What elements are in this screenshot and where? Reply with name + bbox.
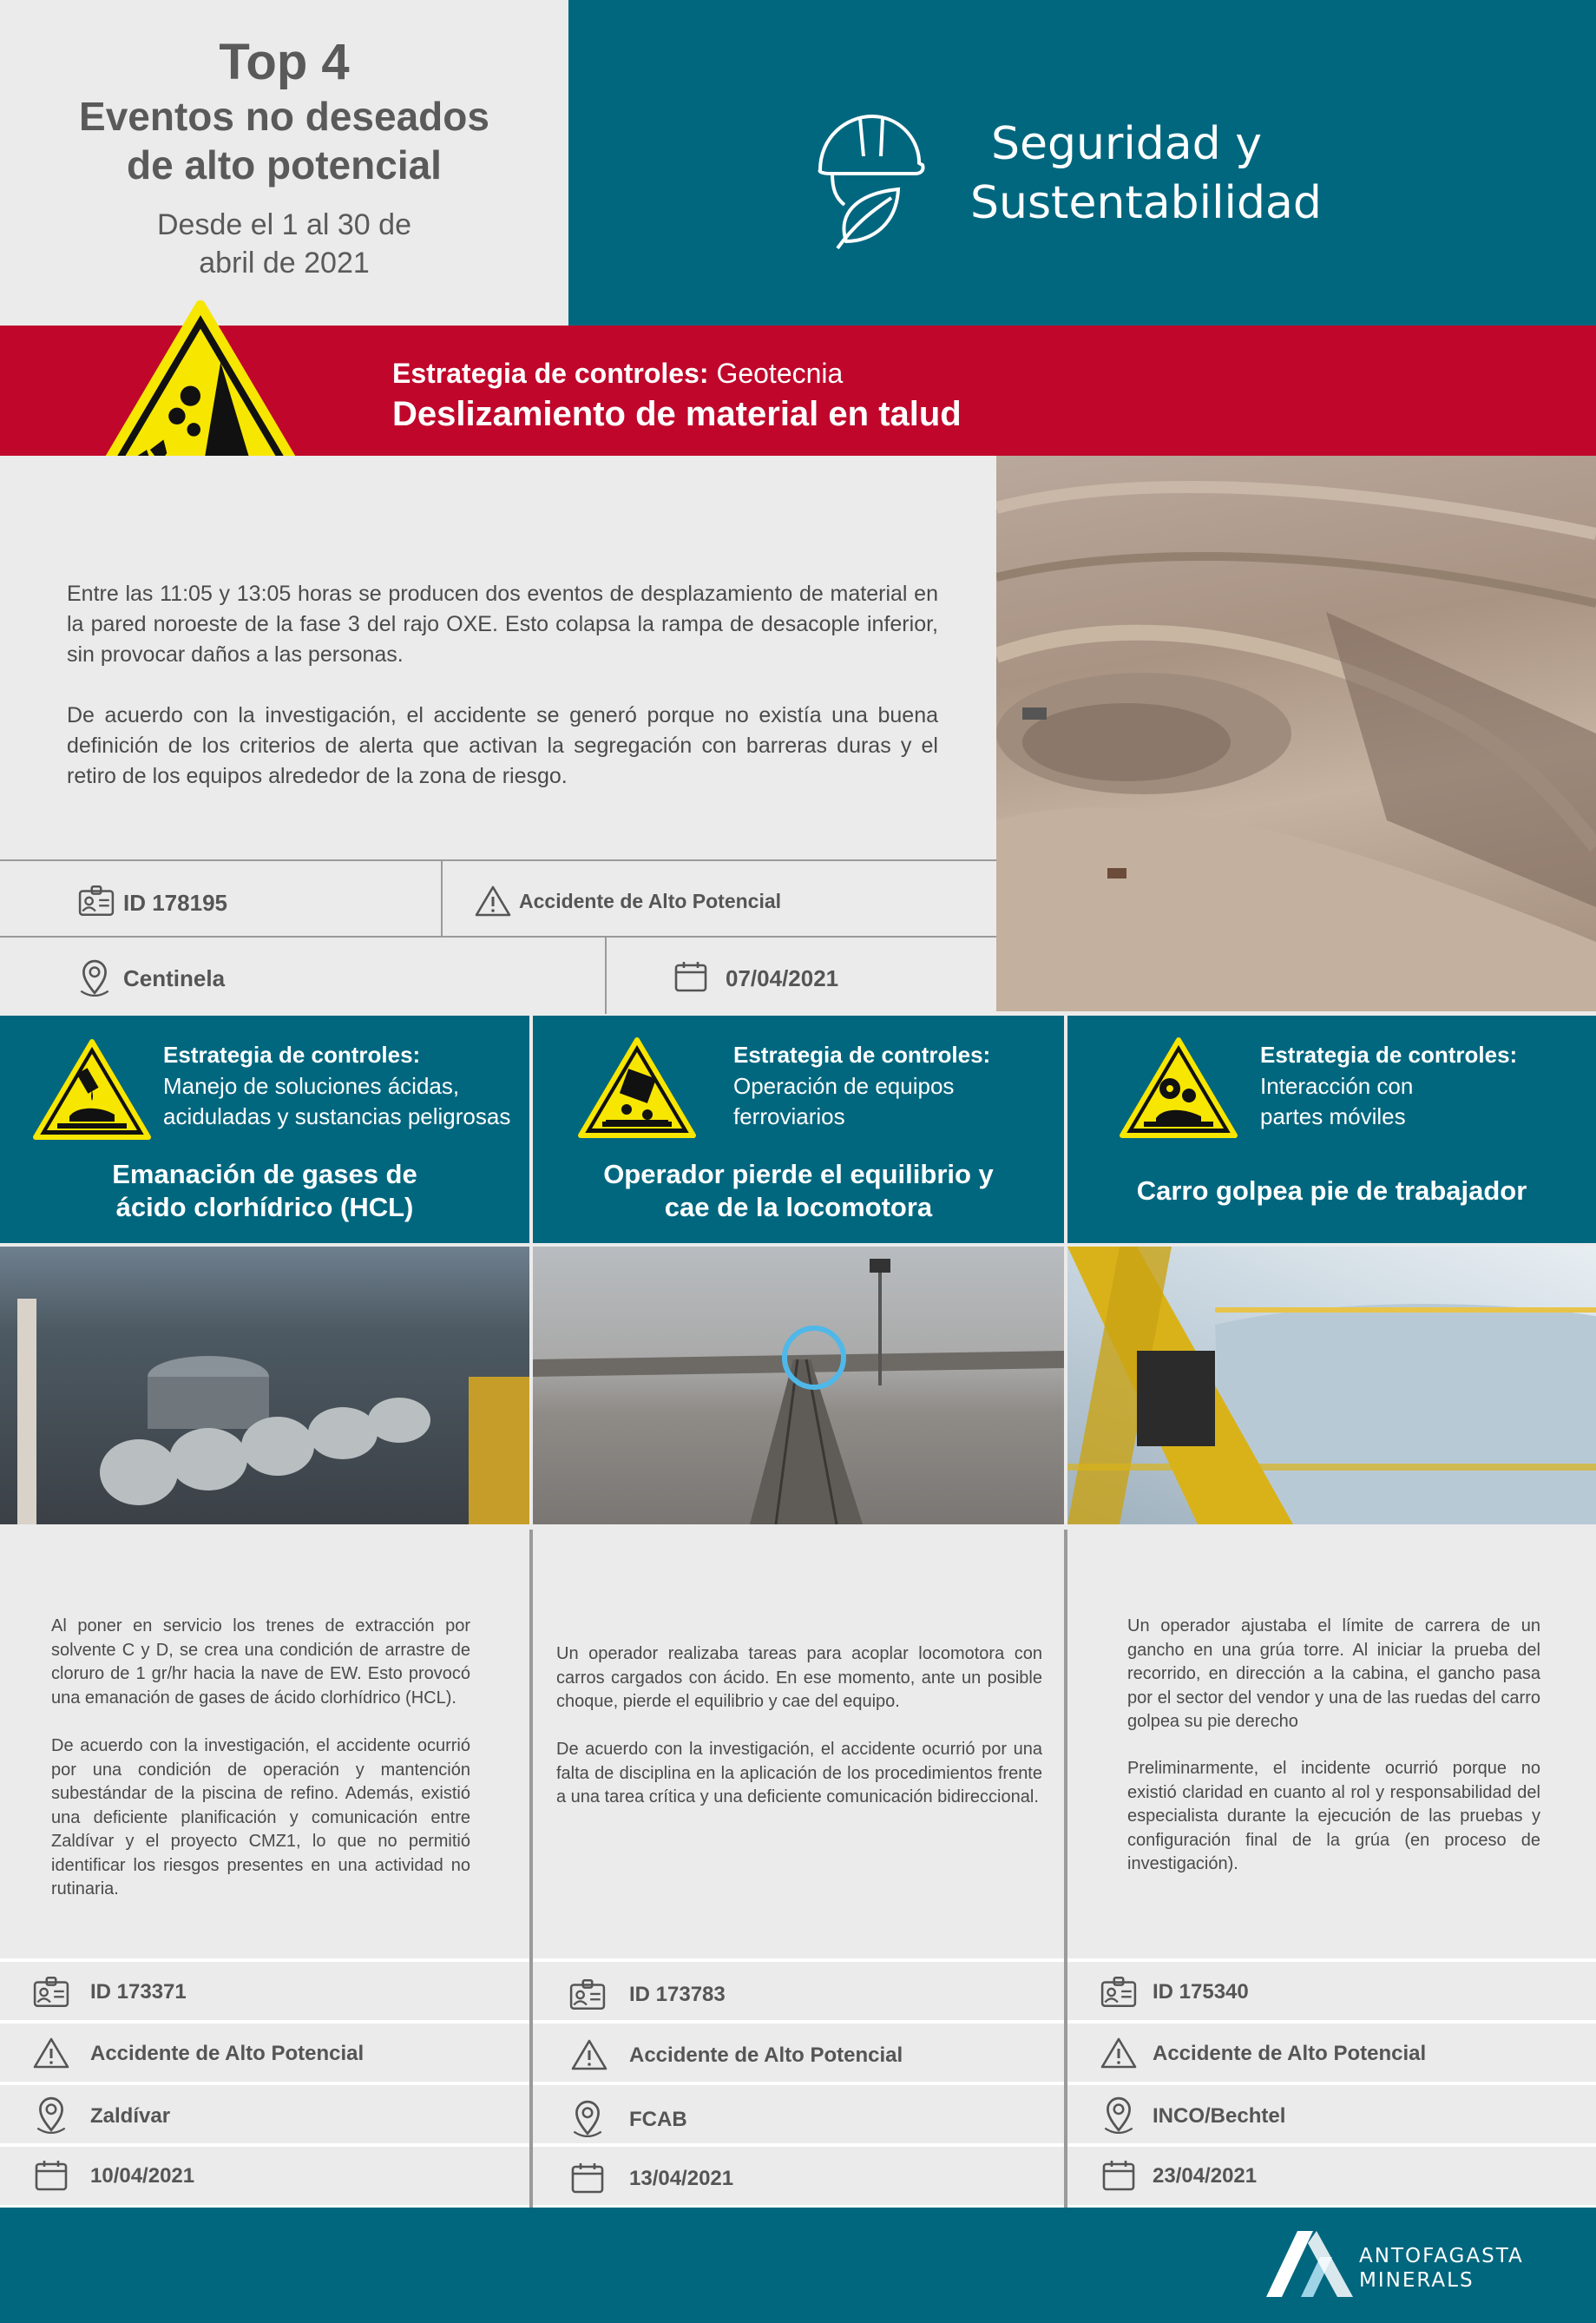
event-1-type: Accidente de Alto Potencial xyxy=(90,2042,365,2065)
event-2-strategy-line-2: ferroviarios xyxy=(733,1103,845,1129)
top-label: Top 4 xyxy=(219,34,350,90)
event-2-strategy-label: Estrategia de controles: xyxy=(733,1042,991,1068)
event-1-title xyxy=(0,1158,529,1224)
location-pin-icon xyxy=(35,2096,68,2134)
event-1-id: ID 173371 xyxy=(90,1980,187,2004)
location-pin-icon xyxy=(78,958,111,997)
event-3-strategy-label: Estrategia de controles: xyxy=(1260,1042,1518,1068)
divider xyxy=(441,859,443,936)
event-2-title-line-2: cae de la locomotora xyxy=(664,1192,933,1222)
event-1-strategy-line-2: aciduladas y sustancias peligrosas xyxy=(163,1103,511,1129)
antofagasta-logo-icon xyxy=(1263,2228,1356,2300)
event-3-id: ID 175340 xyxy=(1153,1980,1249,2004)
brand-title xyxy=(970,115,1322,233)
warning-icon xyxy=(32,2037,70,2070)
event-2-description xyxy=(533,1530,1064,1958)
calendar-icon xyxy=(570,2162,605,2195)
column-divider xyxy=(529,1530,533,2208)
open-pit-photo xyxy=(996,456,1596,1011)
event-1-paragraph-2: De acuerdo con la investigación, el accidente ocurrió por una condición de operación y mantención subestándar de la piscina de refino. Además, existió una deficiente planificación y comunicación entre Zaldívar y el proyecto CMZ1, lo que no permitió identificar los riesgos presentes en una actividad no rutinaria. xyxy=(51,1736,470,1899)
helmet-leaf-icon xyxy=(811,111,929,250)
event-3-paragraph-2: Preliminarmente, el incidente ocurrió porque no existió claridad en cuanto al rol y responsabilidad del especialista durante la ejecución de las pruebas y configuración final de la grúa (en proceso de investigación). xyxy=(1127,1759,1540,1873)
calendar-icon xyxy=(1101,2159,1136,2192)
event-2-strategy-line-1: Operación de equipos xyxy=(733,1073,955,1099)
strategy-value: Geotecnia xyxy=(716,358,844,389)
event-2-id: ID 173783 xyxy=(629,1983,726,2006)
event-2-location-row xyxy=(533,2085,1064,2143)
event-2-type: Accidente de Alto Potencial xyxy=(629,2043,903,2067)
event-3-title-line-1: Carro golpea pie de trabajador xyxy=(1136,1175,1527,1206)
event-2-title xyxy=(533,1158,1064,1224)
main-id: ID 178195 xyxy=(123,890,227,916)
event-1-paragraph-1: Al poner en servicio los trenes de extracción por solvente C y D, se crea una condición de arrastre de cloruro de 1 gr/hr hacia la nave de EW. Esto provocó una emanación de gases de ácido clorhídrico (HCL). xyxy=(51,1616,470,1708)
main-paragraph-1: Entre las 11:05 y 13:05 horas se producen dos eventos de desplazamiento de material en la pared noroeste de la fase 3 del rajo OXE. Esto colapsa la rampa de desacople inferior, sin provocar daños a las personas. xyxy=(67,582,938,667)
event-1-strategy-label: Estrategia de controles: xyxy=(163,1042,421,1068)
event-3-description xyxy=(1067,1530,1596,1958)
warning-icon xyxy=(570,2038,608,2071)
event-2-date: 13/04/2021 xyxy=(629,2167,734,2190)
event-1-date-row xyxy=(0,2147,529,2205)
event-1-id-row xyxy=(0,1962,529,2020)
event-3-title xyxy=(1067,1175,1596,1208)
main-location: Centinela xyxy=(123,965,226,991)
event-3-id-row xyxy=(1067,1962,1596,2020)
location-pin-icon xyxy=(571,2099,604,2137)
strategy-label: Estrategia de controles: xyxy=(392,358,709,389)
event-1-title-line-2: ácido clorhídrico (HCL) xyxy=(115,1192,414,1222)
acid-warning-icon xyxy=(31,1036,153,1144)
location-pin-icon xyxy=(1102,2096,1135,2134)
id-card-icon xyxy=(569,1979,606,2010)
event-3-paragraph-1: Un operador ajustaba el límite de carrera de un gancho en una grúa torre. Al iniciar la prueba del recorrido, en dirección a la cabina, el gancho pasa por el sector del vendor y una de las ruedas del carro golpea su pie derecho xyxy=(1127,1616,1540,1731)
calendar-icon xyxy=(34,2159,69,2192)
main-strategy xyxy=(392,358,843,390)
train-warning-icon xyxy=(576,1035,698,1142)
event-1-strategy-line-1: Manejo de soluciones ácidas, xyxy=(163,1073,460,1099)
date-range-line-1: Desde el 1 al 30 de xyxy=(157,208,411,241)
event-2-location: FCAB xyxy=(629,2108,687,2131)
event-3-location-row xyxy=(1067,2085,1596,2143)
event-3-date-row xyxy=(1067,2147,1596,2205)
brand-line-2: Sustentabilidad xyxy=(970,177,1322,229)
main-event-title: Deslizamiento de material en talud xyxy=(392,395,962,433)
warning-icon xyxy=(1100,2037,1138,2070)
divider xyxy=(605,936,607,1014)
event-1-date: 10/04/2021 xyxy=(90,2164,195,2188)
event-2-photo xyxy=(533,1247,1064,1524)
main-paragraph-2: De acuerdo con la investigación, el accidente se generó porque no existía una buena definición de los criterios de alerta que activan la segregación con barreras duras y el retiro de los equipos alrededor de la zona de riesgo. xyxy=(67,703,938,788)
event-3-strategy-line-1: Interacción con xyxy=(1260,1073,1414,1099)
event-1-photo xyxy=(0,1247,529,1524)
moving-parts-warning-icon xyxy=(1118,1035,1239,1142)
event-1-description xyxy=(0,1530,529,1958)
event-3-date: 23/04/2021 xyxy=(1153,2164,1258,2188)
event-2-title-line-1: Operador pierde el equilibrio y xyxy=(603,1159,994,1189)
title-line-1: Eventos no deseados xyxy=(79,94,489,139)
event-1-location-row xyxy=(0,2085,529,2143)
main-date: 07/04/2021 xyxy=(726,965,839,991)
event-1-location: Zaldívar xyxy=(90,2104,171,2128)
event-3-strategy-line-2: partes móviles xyxy=(1260,1103,1406,1129)
column-divider xyxy=(1064,1530,1067,2208)
calendar-icon xyxy=(673,960,708,993)
warning-icon xyxy=(474,885,512,918)
event-3-photo xyxy=(1067,1247,1596,1524)
id-card-icon xyxy=(78,885,115,917)
header-title-block xyxy=(0,0,568,326)
brand-line-1: Seguridad y xyxy=(991,118,1262,170)
id-card-icon xyxy=(33,1977,69,2008)
footer xyxy=(0,2208,1596,2323)
logo-line-1: ANTOFAGASTA xyxy=(1359,2245,1524,2267)
main-type: Accidente de Alto Potencial xyxy=(519,890,782,912)
title-line-2: de alto potencial xyxy=(127,142,442,188)
id-card-icon xyxy=(1100,1977,1137,2008)
company-logo-text xyxy=(1359,2244,1524,2293)
event-2-id-row xyxy=(533,1962,1064,2020)
main-event-description xyxy=(0,456,996,859)
event-2-paragraph-1: Un operador realizaba tareas para acoplar locomotora con carros cargados con ácido. En ese momento, ante un posible choque, pierde el equilibrio y cae del equipo. xyxy=(556,1644,1042,1711)
date-range-line-2: abril de 2021 xyxy=(199,247,370,280)
event-2-paragraph-2: De acuerdo con la investigación, el accidente ocurrió por una falta de disciplina en la aplicación de los procedimientos frente a una tarea crítica y una deficiente comunicación bidireccional. xyxy=(556,1740,1042,1806)
logo-line-2: MINERALS xyxy=(1359,2269,1474,2292)
event-2-date-row xyxy=(533,2147,1064,2205)
event-3-type: Accidente de Alto Potencial xyxy=(1153,2042,1427,2065)
event-1-title-line-1: Emanación de gases de xyxy=(112,1159,417,1189)
event-3-location: INCO/Bechtel xyxy=(1153,2104,1286,2128)
